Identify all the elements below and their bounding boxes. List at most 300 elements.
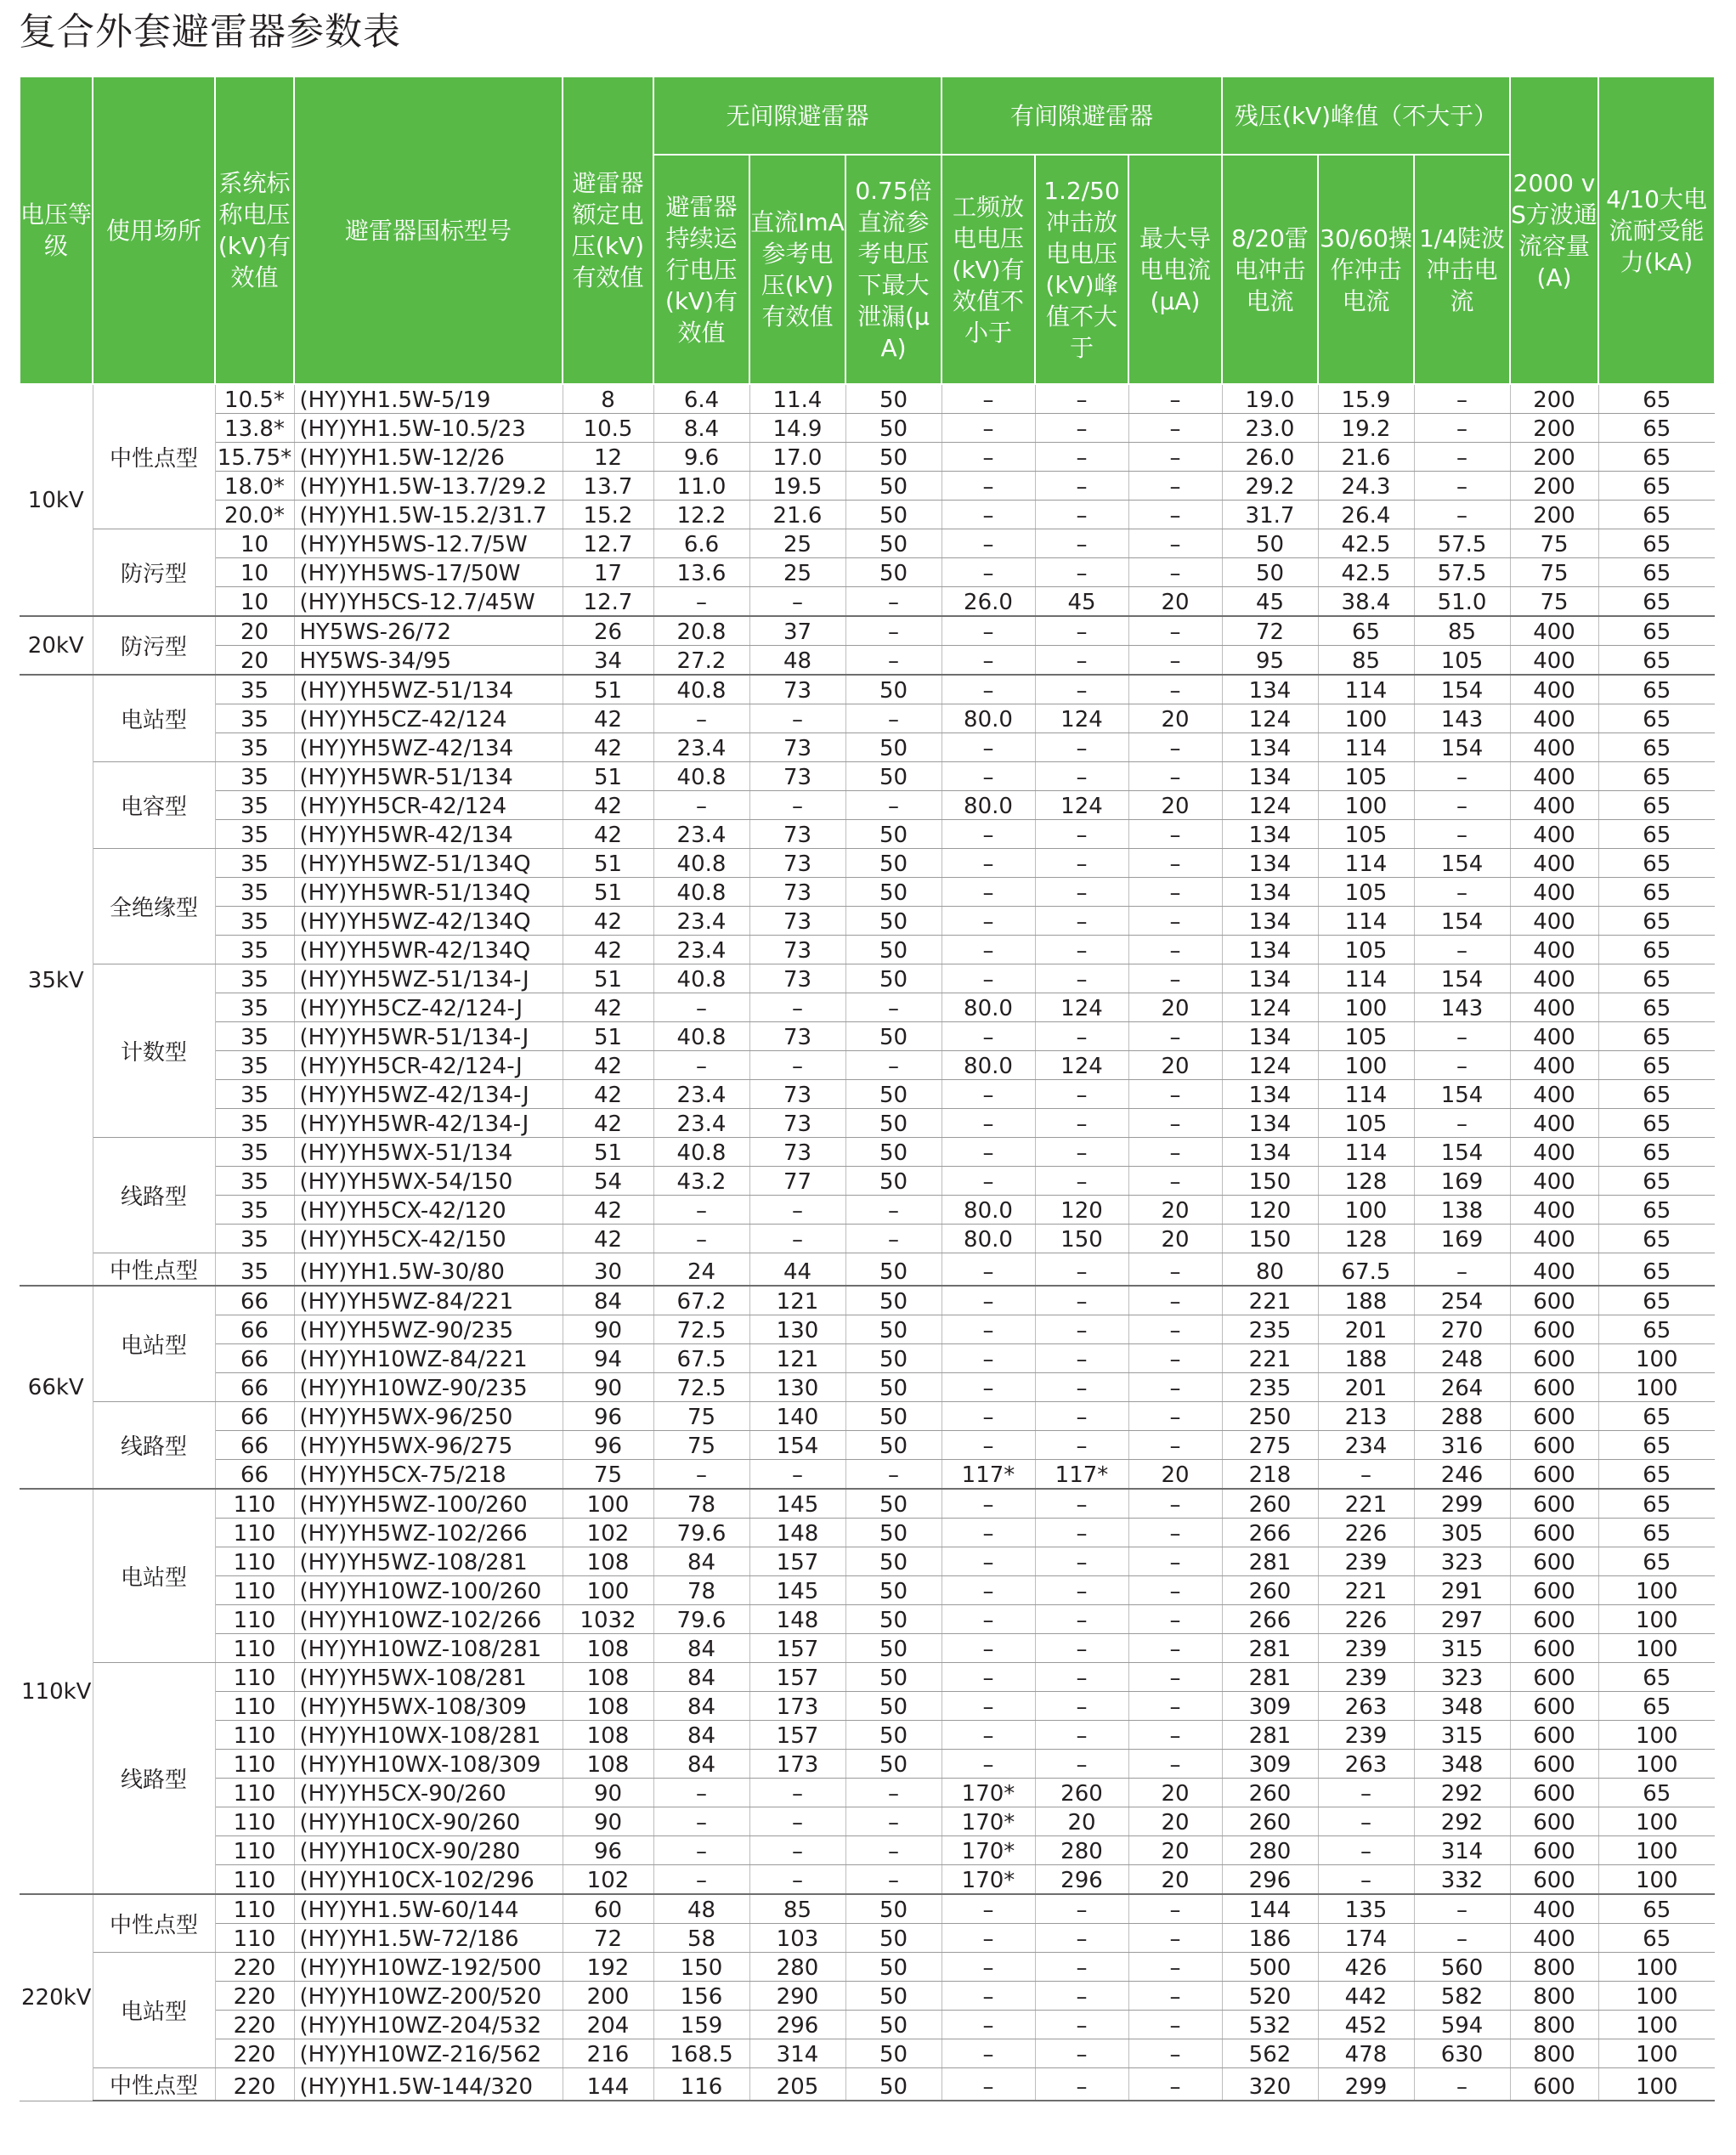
high-current-cell: 65 [1598,1894,1715,1924]
imp-spark-cell: – [1035,1605,1128,1634]
system-voltage-cell: 220 [215,2068,294,2101]
residual-lightning-cell: 144 [1222,1894,1318,1924]
residual-steep-cell: 85 [1414,616,1510,646]
dc-ref-cell: 148 [749,1605,845,1634]
table-row [20,1109,1715,1138]
header-square-wave: 2000 vS方波通流容量(A) [1510,76,1598,384]
rated-voltage-cell: 51 [563,1022,653,1051]
max-current-cell: – [1128,1605,1222,1634]
pf-spark-cell: – [942,1721,1035,1750]
dc-ref-cell: – [749,1196,845,1225]
rated-voltage-cell: 12 [563,443,653,472]
system-voltage-cell: 10 [215,558,294,587]
residual-steep-cell: 305 [1414,1519,1510,1547]
mcov-cell: 9.6 [653,443,749,472]
model-cell: (HY)YH5WZ-42/134 [294,733,563,762]
max-current-cell: 20 [1128,993,1222,1022]
pf-spark-cell: – [942,1576,1035,1605]
pf-spark-cell: – [942,1080,1035,1109]
rated-voltage-cell: 90 [563,1373,653,1402]
pf-spark-cell: – [942,1894,1035,1924]
system-voltage-cell: 35 [215,704,294,733]
residual-switching-cell: 221 [1318,1489,1414,1519]
rated-voltage-cell: 42 [563,704,653,733]
mcov-cell: 23.4 [653,907,749,936]
model-cell: (HY)YH1.5W-60/144 [294,1894,563,1924]
rated-voltage-cell: 108 [563,1750,653,1779]
pf-spark-cell: – [942,1634,1035,1663]
leakage-cell: 50 [845,443,942,472]
max-current-cell: – [1128,936,1222,964]
table-row [20,878,1715,907]
model-cell: (HY)YH10WX-108/281 [294,1721,563,1750]
leakage-cell: 50 [845,1109,942,1138]
residual-switching-cell: 105 [1318,762,1414,791]
square-wave-cell: 400 [1510,878,1598,907]
usage-cell: 全绝缘型 [93,849,215,964]
max-current-cell: 20 [1128,1779,1222,1807]
residual-lightning-cell: 50 [1222,558,1318,587]
pf-spark-cell: – [942,964,1035,993]
rated-voltage-cell: 144 [563,2068,653,2101]
rated-voltage-cell: 96 [563,1836,653,1865]
system-voltage-cell: 110 [215,1519,294,1547]
imp-spark-cell: – [1035,1489,1128,1519]
model-cell: (HY)YH5WX-96/250 [294,1402,563,1431]
residual-lightning-cell: 296 [1222,1865,1318,1895]
dc-ref-cell: 73 [749,675,845,704]
dc-ref-cell: 73 [749,762,845,791]
high-current-cell: 65 [1598,472,1715,501]
system-voltage-cell: 35 [215,1253,294,1287]
model-cell: (HY)YH5CX-42/150 [294,1225,563,1253]
square-wave-cell: 75 [1510,558,1598,587]
table-row [20,1253,1715,1287]
residual-steep-cell: – [1414,472,1510,501]
leakage-cell: 50 [845,1519,942,1547]
high-current-cell: 100 [1598,1721,1715,1750]
dc-ref-cell: 48 [749,646,845,676]
table-row [20,1460,1715,1490]
max-current-cell: – [1128,2011,1222,2039]
usage-cell: 中性点型 [93,1894,215,1953]
residual-switching-cell: 478 [1318,2039,1414,2068]
max-current-cell: – [1128,384,1222,414]
residual-lightning-cell: 134 [1222,964,1318,993]
pf-spark-cell: 80.0 [942,993,1035,1022]
mcov-cell: 84 [653,1721,749,1750]
residual-steep-cell: 105 [1414,646,1510,676]
rated-voltage-cell: 54 [563,1167,653,1196]
system-voltage-cell: 220 [215,1953,294,1982]
square-wave-cell: 400 [1510,907,1598,936]
residual-steep-cell: 143 [1414,704,1510,733]
residual-lightning-cell: 120 [1222,1196,1318,1225]
table-row [20,1373,1715,1402]
residual-steep-cell: – [1414,1109,1510,1138]
residual-switching-cell: 100 [1318,1196,1414,1225]
residual-switching-cell: 135 [1318,1894,1414,1924]
residual-switching-cell: 105 [1318,936,1414,964]
residual-steep-cell: 57.5 [1414,529,1510,558]
usage-cell: 电站型 [93,1489,215,1663]
model-cell: (HY)YH5WR-42/134Q [294,936,563,964]
rated-voltage-cell: 42 [563,1051,653,1080]
square-wave-cell: 400 [1510,1225,1598,1253]
dc-ref-cell: – [749,1807,845,1836]
dc-ref-cell: 145 [749,1576,845,1605]
header-rated-voltage: 避雷器额定电压(kV)有效值 [563,76,653,384]
model-cell: (HY)YH1.5W-15.2/31.7 [294,501,563,529]
rated-voltage-cell: 100 [563,1576,653,1605]
mcov-cell: 40.8 [653,675,749,704]
residual-steep-cell: 154 [1414,1138,1510,1167]
imp-spark-cell: – [1035,443,1128,472]
model-cell: (HY)YH5WR-51/134-J [294,1022,563,1051]
max-current-cell: – [1128,675,1222,704]
residual-switching-cell: 201 [1318,1315,1414,1344]
square-wave-cell: 400 [1510,704,1598,733]
system-voltage-cell: 66 [215,1460,294,1490]
system-voltage-cell: 110 [215,1924,294,1953]
mcov-cell: 84 [653,1547,749,1576]
high-current-cell: 65 [1598,1431,1715,1460]
leakage-cell: 50 [845,907,942,936]
system-voltage-cell: 10 [215,587,294,617]
dc-ref-cell: – [749,1836,845,1865]
residual-steep-cell: 582 [1414,1982,1510,2011]
high-current-cell: 65 [1598,1196,1715,1225]
imp-spark-cell: – [1035,878,1128,907]
model-cell: (HY)YH5WZ-42/134-J [294,1080,563,1109]
high-current-cell: 65 [1598,849,1715,878]
high-current-cell: 65 [1598,1022,1715,1051]
residual-lightning-cell: 260 [1222,1779,1318,1807]
residual-lightning-cell: 124 [1222,704,1318,733]
high-current-cell: 65 [1598,1225,1715,1253]
model-cell: (HY)YH5WX-96/275 [294,1431,563,1460]
pf-spark-cell: – [942,2039,1035,2068]
max-current-cell: – [1128,2068,1222,2101]
system-voltage-cell: 66 [215,1431,294,1460]
residual-lightning-cell: 124 [1222,791,1318,820]
rated-voltage-cell: 42 [563,733,653,762]
square-wave-cell: 800 [1510,2011,1598,2039]
mcov-cell: 159 [653,2011,749,2039]
high-current-cell: 100 [1598,1344,1715,1373]
residual-lightning-cell: 134 [1222,820,1318,849]
imp-spark-cell: – [1035,1953,1128,1982]
dc-ref-cell: 314 [749,2039,845,2068]
residual-switching-cell: 442 [1318,1982,1414,2011]
residual-lightning-cell: 50 [1222,529,1318,558]
high-current-cell: 65 [1598,1692,1715,1721]
rated-voltage-cell: 15.2 [563,501,653,529]
square-wave-cell: 200 [1510,384,1598,414]
residual-switching-cell: – [1318,1807,1414,1836]
table-row [20,1547,1715,1576]
residual-switching-cell: 100 [1318,791,1414,820]
model-cell: (HY)YH1.5W-30/80 [294,1253,563,1287]
mcov-cell: – [653,1225,749,1253]
dc-ref-cell: 157 [749,1547,845,1576]
high-current-cell: 65 [1598,1286,1715,1315]
table-row [20,1953,1715,1982]
dc-ref-cell: 11.4 [749,384,845,414]
rated-voltage-cell: 12.7 [563,587,653,617]
high-current-cell: 100 [1598,1576,1715,1605]
usage-cell: 中性点型 [93,2068,215,2101]
imp-spark-cell: 120 [1035,1196,1128,1225]
residual-lightning-cell: 309 [1222,1692,1318,1721]
rated-voltage-cell: 26 [563,616,653,646]
dc-ref-cell: 14.9 [749,414,845,443]
header-residual: 残压(kV)峰值（不大于） [1222,76,1510,155]
leakage-cell: 50 [845,1576,942,1605]
table-row [20,501,1715,529]
header-model: 避雷器国标型号 [294,76,563,384]
model-cell: (HY)YH10WZ-84/221 [294,1344,563,1373]
leakage-cell: 50 [845,1344,942,1373]
mcov-cell: 23.4 [653,733,749,762]
rated-voltage-cell: 42 [563,907,653,936]
table-row [20,1225,1715,1253]
model-cell: (HY)YH5WZ-102/266 [294,1519,563,1547]
max-current-cell: – [1128,443,1222,472]
system-voltage-cell: 18.0* [215,472,294,501]
model-cell: (HY)YH5CR-42/124-J [294,1051,563,1080]
pf-spark-cell: – [942,1605,1035,1634]
mcov-cell: 23.4 [653,1080,749,1109]
leakage-cell: – [845,993,942,1022]
high-current-cell: 65 [1598,1402,1715,1431]
dc-ref-cell: 37 [749,616,845,646]
model-cell: (HY)YH5WZ-51/134 [294,675,563,704]
table-row [20,1022,1715,1051]
square-wave-cell: 400 [1510,936,1598,964]
leakage-cell: – [845,1865,942,1895]
residual-lightning-cell: 221 [1222,1344,1318,1373]
table-row [20,1051,1715,1080]
square-wave-cell: 600 [1510,1663,1598,1692]
model-cell: (HY)YH5WZ-100/260 [294,1489,563,1519]
residual-steep-cell: – [1414,1022,1510,1051]
table-row [20,1167,1715,1196]
system-voltage-cell: 20 [215,646,294,676]
residual-steep-cell: 57.5 [1414,558,1510,587]
imp-spark-cell: – [1035,1982,1128,2011]
max-current-cell: – [1128,1344,1222,1373]
pf-spark-cell: – [942,762,1035,791]
residual-switching-cell: 299 [1318,2068,1414,2101]
square-wave-cell: 400 [1510,791,1598,820]
residual-steep-cell: 594 [1414,2011,1510,2039]
pf-spark-cell: 117* [942,1460,1035,1490]
mcov-cell: 48 [653,1894,749,1924]
residual-steep-cell: 348 [1414,1750,1510,1779]
leakage-cell: 50 [845,501,942,529]
system-voltage-cell: 20.0* [215,501,294,529]
dc-ref-cell: 73 [749,1022,845,1051]
model-cell: (HY)YH5CX-90/260 [294,1779,563,1807]
residual-lightning-cell: 134 [1222,1109,1318,1138]
residual-switching-cell: 114 [1318,733,1414,762]
mcov-cell: 79.6 [653,1605,749,1634]
imp-spark-cell: – [1035,1750,1128,1779]
mcov-cell: 11.0 [653,472,749,501]
mcov-cell: – [653,1051,749,1080]
table-row [20,1431,1715,1460]
dc-ref-cell: – [749,1225,845,1253]
mcov-cell: 79.6 [653,1519,749,1547]
usage-cell: 电站型 [93,1953,215,2068]
usage-cell: 电容型 [93,762,215,849]
mcov-cell: 27.2 [653,646,749,676]
voltage-level-cell: 66kV [20,1286,93,1489]
residual-lightning-cell: 500 [1222,1953,1318,1982]
system-voltage-cell: 220 [215,1982,294,2011]
max-current-cell: – [1128,616,1222,646]
leakage-cell: – [845,1225,942,1253]
system-voltage-cell: 110 [215,1605,294,1634]
system-voltage-cell: 35 [215,1109,294,1138]
imp-spark-cell: – [1035,1373,1128,1402]
header-imp-spark: 1.2/50冲击放电电压(kV)峰值不大于 [1035,155,1128,384]
residual-switching-cell: 114 [1318,964,1414,993]
rated-voltage-cell: 204 [563,2011,653,2039]
residual-steep-cell: 348 [1414,1692,1510,1721]
imp-spark-cell: 296 [1035,1865,1128,1895]
rated-voltage-cell: 34 [563,646,653,676]
imp-spark-cell: – [1035,1022,1128,1051]
header-usage: 使用场所 [93,76,215,384]
residual-switching-cell: 188 [1318,1344,1414,1373]
rated-voltage-cell: 51 [563,878,653,907]
residual-switching-cell: 38.4 [1318,587,1414,617]
residual-steep-cell: – [1414,443,1510,472]
max-current-cell: – [1128,1138,1222,1167]
residual-lightning-cell: 186 [1222,1924,1318,1953]
imp-spark-cell: – [1035,1286,1128,1315]
square-wave-cell: 400 [1510,1080,1598,1109]
table-row [20,587,1715,617]
usage-cell: 中性点型 [93,1253,215,1287]
high-current-cell: 65 [1598,704,1715,733]
table-row [20,616,1715,646]
max-current-cell: – [1128,414,1222,443]
high-current-cell: 65 [1598,646,1715,676]
dc-ref-cell: 148 [749,1519,845,1547]
square-wave-cell: 200 [1510,472,1598,501]
residual-lightning-cell: 281 [1222,1663,1318,1692]
square-wave-cell: 400 [1510,964,1598,993]
residual-steep-cell: 291 [1414,1576,1510,1605]
pf-spark-cell: – [942,1373,1035,1402]
residual-switching-cell: 114 [1318,675,1414,704]
mcov-cell: 116 [653,2068,749,2101]
residual-lightning-cell: 80 [1222,1253,1318,1287]
imp-spark-cell: – [1035,2011,1128,2039]
table-row [20,1605,1715,1634]
system-voltage-cell: 66 [215,1315,294,1344]
residual-lightning-cell: 134 [1222,907,1318,936]
residual-steep-cell: – [1414,791,1510,820]
mcov-cell: 40.8 [653,1022,749,1051]
square-wave-cell: 75 [1510,587,1598,617]
residual-switching-cell: 234 [1318,1431,1414,1460]
pf-spark-cell: – [942,878,1035,907]
residual-lightning-cell: 124 [1222,1051,1318,1080]
max-current-cell: – [1128,849,1222,878]
header-pf-spark: 工频放电电压(kV)有效值不小于 [942,155,1035,384]
pf-spark-cell: – [942,1489,1035,1519]
residual-lightning-cell: 134 [1222,849,1318,878]
leakage-cell: 50 [845,1721,942,1750]
max-current-cell: – [1128,1167,1222,1196]
square-wave-cell: 400 [1510,820,1598,849]
mcov-cell: 84 [653,1692,749,1721]
max-current-cell: 20 [1128,1865,1222,1895]
imp-spark-cell: – [1035,529,1128,558]
leakage-cell: – [845,1836,942,1865]
mcov-cell: – [653,1196,749,1225]
table-row [20,414,1715,443]
leakage-cell: 50 [845,414,942,443]
square-wave-cell: 600 [1510,1460,1598,1490]
residual-steep-cell: 630 [1414,2039,1510,2068]
voltage-level-cell: 110kV [20,1489,93,1894]
residual-steep-cell: 560 [1414,1953,1510,1982]
residual-lightning-cell: 309 [1222,1750,1318,1779]
leakage-cell: 50 [845,529,942,558]
residual-switching-cell: 426 [1318,1953,1414,1982]
residual-switching-cell: 263 [1318,1750,1414,1779]
table-row [20,1982,1715,2011]
square-wave-cell: 600 [1510,1605,1598,1634]
residual-switching-cell: 67.5 [1318,1253,1414,1287]
parameter-table [19,76,1716,2101]
square-wave-cell: 600 [1510,1750,1598,1779]
dc-ref-cell: 103 [749,1924,845,1953]
table-row [20,1865,1715,1895]
pf-spark-cell: – [942,2068,1035,2101]
residual-steep-cell: 315 [1414,1721,1510,1750]
dc-ref-cell: – [749,704,845,733]
residual-switching-cell: 105 [1318,878,1414,907]
model-cell: (HY)YH10WZ-204/532 [294,2011,563,2039]
dc-ref-cell: – [749,791,845,820]
pf-spark-cell: 80.0 [942,1196,1035,1225]
square-wave-cell: 400 [1510,1894,1598,1924]
model-cell: (HY)YH1.5W-5/19 [294,384,563,414]
table-row [20,1489,1715,1519]
residual-lightning-cell: 266 [1222,1605,1318,1634]
rated-voltage-cell: 108 [563,1692,653,1721]
mcov-cell: 23.4 [653,936,749,964]
residual-switching-cell: 128 [1318,1167,1414,1196]
residual-lightning-cell: 320 [1222,2068,1318,2101]
model-cell: (HY)YH5WX-54/150 [294,1167,563,1196]
high-current-cell: 65 [1598,1167,1715,1196]
rated-voltage-cell: 51 [563,849,653,878]
dc-ref-cell: 73 [749,1109,845,1138]
residual-steep-cell: 315 [1414,1634,1510,1663]
leakage-cell: 50 [845,964,942,993]
header-gapless: 无间隙避雷器 [653,76,942,155]
residual-lightning-cell: 134 [1222,675,1318,704]
table-row [20,993,1715,1022]
table-row [20,1080,1715,1109]
